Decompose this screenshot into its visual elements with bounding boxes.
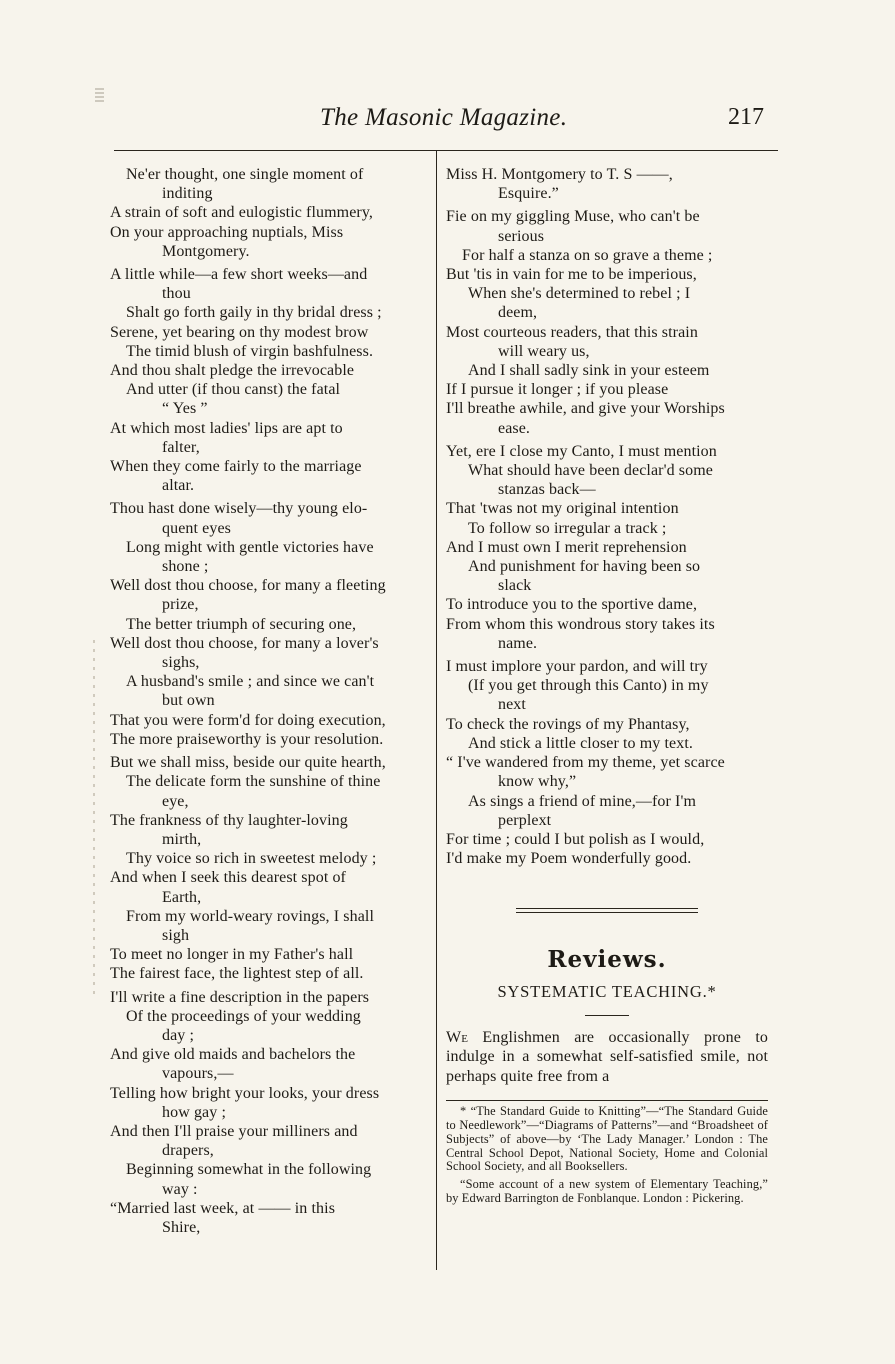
poem-line: Long might with gentle victories have [126,538,374,556]
poem-line: And I must own I merit reprehension [446,538,687,556]
poem-line: Well dost thou choose, for many a fleeting [110,577,386,595]
poem-stanzas-right [446,165,768,868]
poem-line: The delicate form the sunshine of thine [126,773,381,791]
poem-line: As sings a friend of mine,—for I'm [468,792,697,810]
footnote-rule [446,1100,768,1101]
poem-line: Of the proceedings of your wedding [126,1007,361,1025]
poem-line: mirth, [162,830,202,848]
poem-line: The timid blush of virgin bashfulness. [126,342,374,360]
poem-line: And stick a little closer to my text. [468,734,693,752]
page-number: 217 [728,104,764,130]
poem-line: And punishment for having been so [468,558,701,576]
column-divider [436,150,437,1270]
poem-line: I'll write a fine description in the papers [110,988,370,1006]
article-title: SYSTEMATIC TEACHING.* [497,981,717,1001]
poem-line: altar. [162,477,195,495]
poem-line: And I shall sadly sink in your esteem [468,362,710,380]
poem-line: sigh [162,926,190,944]
poem-line: When they come fairly to the marriage [110,458,362,476]
poem-line: At which most ladies' lips are apt to [110,419,343,437]
poem-line: Most courteous readers, that this strain [446,323,698,341]
poem-line: next [498,696,526,714]
poem-line: A little while—a few short weeks—and [110,266,368,284]
poem-line: ease. [498,419,531,437]
poem-line: will weary us, [498,342,590,360]
poem-stanzas-left [110,165,424,1237]
poem-line: Serene, yet bearing on thy modest brow [110,323,369,341]
poem-line: To introduce you to the sportive dame, [446,596,698,614]
article-body [446,1028,768,1087]
poem-line: Shire, [162,1218,201,1236]
poem-line: And then I'll praise your milliners and [110,1122,358,1140]
poem-line: And thou shalt pledge the irrevocable [110,362,355,380]
poem-line: Miss H. Montgomery to T. S ——, [446,166,673,183]
poem-line: sighs, [162,654,200,672]
poem-line: eye, [162,792,189,810]
poem-line: Esquire.” [498,185,559,203]
poem-line: “ I've wandered from my theme, yet scarce [446,754,725,772]
article-text: Englishmen are occasionally prone to indulge in a somewhat self-satisfied smile, not perhaps quite free from a [446,1028,768,1085]
poem-line: serious [498,227,545,245]
page-edge-shadow [93,640,95,1000]
poem-line: perplext [498,811,552,829]
poem-line: If I pursue it longer ; if you please [446,381,669,399]
poem-line: Thy voice so rich in sweetest melody ; [126,850,377,868]
poem-line: And give old maids and bachelors the [110,1046,356,1064]
poem-line: The better triumph of securing one, [126,615,357,633]
poem-line: quent eyes [162,519,231,537]
poem-line: Earth, [162,888,202,906]
header-rule [114,150,778,151]
poem-line: And utter (if thou canst) the fatal [126,381,341,399]
page-header [0,100,895,140]
poem-line: “Married last week, at —— in this [110,1199,336,1217]
poem-line: thou [162,285,191,303]
poem-stanza [446,442,768,653]
poem-stanza [110,165,424,261]
poem-line: stanzas back— [498,481,596,499]
article-first-word: We [446,1028,469,1046]
poem-line: name. [498,634,538,652]
poem-line: For half a stanza on so grave a theme ; [462,246,713,264]
poem-line: prize, [162,596,199,614]
poem-stanza [446,165,768,203]
poem-line: From whom this wondrous story takes its [446,615,715,633]
poem-line: To meet no longer in my Father's hall [110,946,354,964]
poem-line: To follow so irregular a track ; [468,519,667,537]
poem-line: Yet, ere I close my Canto, I must mention [446,442,717,460]
poem-line: From my world-weary rovings, I shall [126,907,375,925]
poem-line: Thou hast done wisely—thy young elo- [110,500,368,518]
poem-line: vapours,— [162,1065,234,1083]
poem-line: Ne'er thought, one single moment of [126,166,364,183]
poem-line: That 'twas not my original intention [446,500,679,518]
poem-line: inditing [162,185,213,203]
poem-line: slack [498,577,532,595]
poem-line: But we shall miss, beside our quite hearth, [110,754,386,772]
poem-line: “ Yes ” [162,400,208,418]
poem-line: A strain of soft and eulogistic flummery, [110,204,374,222]
poem-line: But 'tis in vain for me to be imperious, [446,266,697,284]
poem-line: The fairest face, the lightest step of all. [110,965,364,983]
poem-line: Montgomery. [162,242,250,260]
poem-line: To check the rovings of my Phantasy, [446,715,690,733]
poem-stanza [110,265,424,495]
poem-line: I'll breathe awhile, and give your Worships [446,400,725,418]
poem-line: falter, [162,438,200,456]
poem-line: drapers, [162,1142,214,1160]
poem-line: deem, [498,304,538,322]
poem-line: day ; [162,1026,195,1044]
left-column [110,165,424,1241]
poem-line: What should have been declar'd some [468,462,713,480]
poem-line: how gay ; [162,1103,227,1121]
poem-line: A husband's smile ; and since we can't [126,673,375,691]
running-title: The Masonic Magazine. [320,104,568,131]
poem-line: (If you get through this Canto) in my [468,677,709,695]
footnote-1: * “The Standard Guide to Knitting”—“The Standard Guide to Needlework”—“Diagrams of Patterns”—and “Broadsheet of Subjects” of above—by ‘The Lady Manager.’ London : The Central School Depot, National Society, Home and Colonial School Society, and all Booksellers. [446,1104,768,1174]
poem-line: Shalt go forth gaily in thy bridal dress ; [126,304,382,322]
poem-line: know why,” [498,773,577,791]
poem-stanza [110,499,424,749]
double-rule-divider [516,908,698,916]
footnote-2: “Some account of a new system of Elementary Teaching,” by Edward Barrington de Fonblanque. London : Pickering. [446,1177,768,1205]
poem-line: shone ; [162,558,209,576]
poem-line: That you were form'd for doing execution, [110,711,386,729]
poem-line: way : [162,1180,198,1198]
poem-line: I must implore your pardon, and will try [446,658,708,676]
poem-stanza [446,207,768,437]
poem-line: The more praiseworthy is your resolution. [110,730,384,748]
poem-line: And when I seek this dearest spot of [110,869,346,887]
poem-line: On your approaching nuptials, Miss [110,223,344,241]
poem-line: Beginning somewhat in the following [126,1161,372,1179]
poem-line: When she's determined to rebel ; I [468,285,691,303]
poem-stanza [110,988,424,1238]
section-heading: Reviews. [547,946,667,974]
poem-line: For time ; could I but polish as I would, [446,830,705,848]
right-column [446,165,768,1206]
poem-line: The frankness of thy laughter-loving [110,811,348,829]
poem-stanza [110,753,424,983]
poem-line: Fie on my giggling Muse, who can't be [446,208,700,226]
poem-stanza [446,657,768,868]
poem-line: Well dost thou choose, for many a lover's [110,634,379,652]
poem-line: Telling how bright your looks, your dress [110,1084,380,1102]
poem-line: I'd make my Poem wonderfully good. [446,850,692,868]
short-rule [585,1015,629,1016]
poem-line: but own [162,692,215,710]
